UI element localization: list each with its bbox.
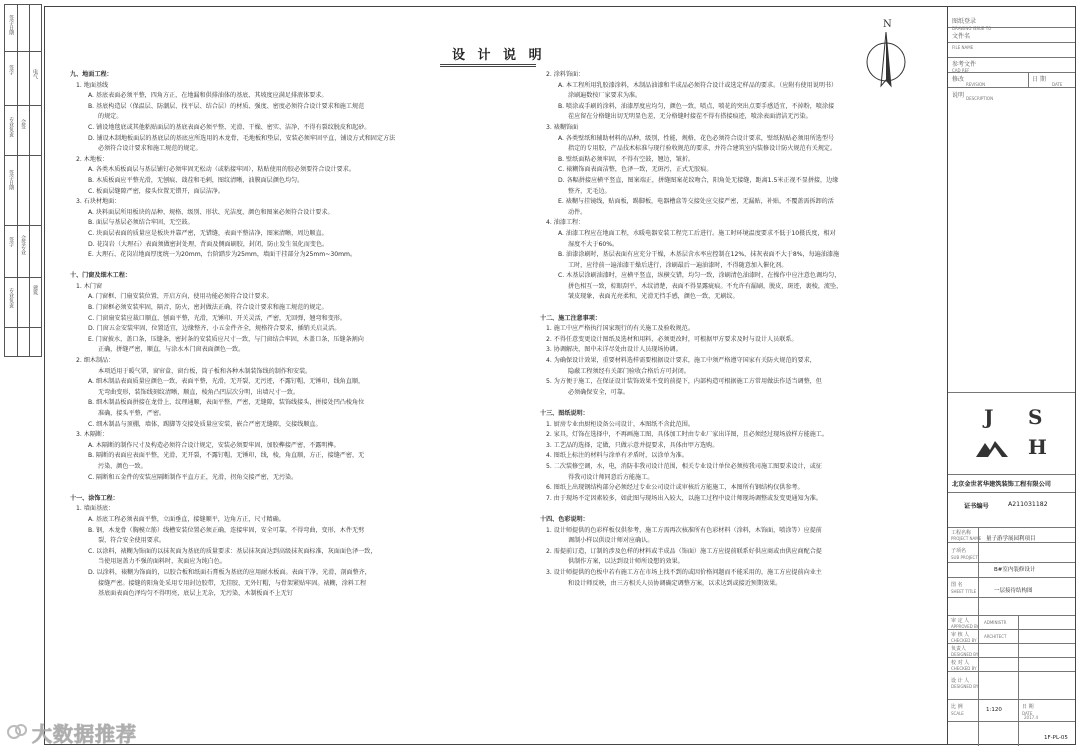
- section-heading: 十二、施工注意事项：: [540, 314, 601, 322]
- note-line: 正确，拼缝严密，顺直，与涂水木门窗表面颜色一致。: [98, 346, 245, 354]
- date2-sub: DATE: [1022, 711, 1033, 716]
- title-block: [948, 6, 1076, 745]
- note-line: 4. 为确保设计效果，重要材料选样需要根据设计要求，施工中须严格遵守国家有关防火规范的要求，: [546, 357, 816, 365]
- subproject-sub: SUB PROJECT: [951, 555, 978, 560]
- title-underline: [440, 64, 536, 65]
- note-line: 2. 涂料饰面：: [546, 71, 585, 78]
- note-line: 皱皮现象，表面光亮柔和，光滑无挡手感，颜色一致，无刷纹。: [568, 293, 739, 301]
- logo-letter-j: J: [984, 405, 994, 429]
- note-line: 调制小样以供设计师对应确认。: [568, 537, 654, 545]
- note-line: [70, 483, 500, 494]
- tb-description-sub: DESCRIPTION: [966, 96, 994, 101]
- note-line: 涂刷遍数按厂家要求为准。: [568, 92, 642, 100]
- notes-left-column: [70, 70, 500, 600]
- sign-label: 负责人: [951, 646, 967, 652]
- sign-sub: DESIGNED BY: [951, 684, 979, 689]
- note-line: [70, 261, 500, 272]
- watermark-logo-icon: [6, 720, 28, 742]
- sign-sub: APPROVED BY: [951, 624, 980, 629]
- note-line: D. 各幅拼接应横平竖直，图案端正，拼缝图案花纹吻合，阳角处无接缝，距离1.5米正视不显拼接，边缘: [558, 176, 839, 184]
- note-line: A. 本工程所用乳胶漆涂料，木制品油漆和半成品必须符合设计或选定样品的要求。（应附有使用说明书）: [558, 81, 838, 89]
- note-line: 和设计师反映，由三方相关人员协调确定调整方案，以求达到或接近预期效果。: [568, 579, 782, 587]
- note-line: A. 门窗框、门扇安装位置，开启方向，使用功能必须符合设计要求。: [88, 293, 273, 301]
- cert-label: 证书编号: [964, 503, 989, 510]
- tb-drawing-issue-label: 图纸登录: [952, 18, 977, 25]
- note-line: B. 基底构造层（保温层、防潮层、找平层、结合层）的材质、强度、密度必须符合设计要求和施工规范: [88, 102, 365, 110]
- note-line: 6. 图纸上出现钢结构部分必须经过专业公司设计或审核后方能施工，本图所有钢结构仅供参考。: [546, 484, 804, 492]
- note-line: 3. 工艺品的选择，定做，只做示意并提要求，具体由甲方选购。: [546, 441, 719, 449]
- note-line: [540, 398, 920, 409]
- note-line: 5. 为方便于施工，在保证设计装饰效果不变的前提下，内部构造可根据施工方常用做法作适当调整，但: [546, 378, 822, 386]
- note-line: 茬应留在分格缝出切无明显色差，无分格缝时接茬不得有搭接痕迹，喷涂表面清洁无污染。: [568, 113, 812, 121]
- note-line: E. 裱糊与挂镜线，贴面板，踢脚板，电器槽盒等交接处应交接严密，无漏贴，补贴，不覆盖需拆卸的活: [558, 198, 834, 206]
- sign-label: 审 核 人: [951, 632, 970, 638]
- note-line: C. 门窗扇安装应裁口顺直，刨面平整，光滑，无锤印、开关灵活，严密，无回弹，翘弯和变形。: [88, 314, 346, 322]
- note-line: 指定的专用胶，产品技术标准与现行验收规范的要求，并符合建筑室内装修设计防火规范有关规定。: [568, 145, 837, 153]
- note-line: C. 铺设地毯底或其他粘贴面层的基底表面必须平整、光滑、干燥、密实、洁净，不得有裂纹脱皮和起砂。: [88, 123, 371, 131]
- note-line: 1. 木门窗: [76, 282, 103, 290]
- strip-label: 电气: [32, 69, 38, 79]
- note-line: 3. 木隔断：: [76, 431, 109, 439]
- section-heading: 十四、色彩说明：: [540, 515, 589, 523]
- note-line: B. 门窗框必须安装牢固，隔音，防火，密封做法正确，符合设计要求和施工规范的规定。: [88, 304, 328, 312]
- tb-date-sub: DATE: [1052, 82, 1063, 87]
- note-line: B. 喷涂或手刷的涂料，油漆厚度应均匀，颜色一致，喷点，喷花的突出点要手感适宜，不掉粉，喷涂接: [558, 102, 835, 110]
- note-line: E. 大理石、花岗岩地面厚度统一为20mm，台阶踏步为25mm，墙面干挂部分为25mm~30mm。: [88, 251, 357, 259]
- note-line: D. 花岗岩（大理石）表面须做密封处理，背面及侧面刷胶，封闭，防止发生氧化而变色。: [88, 240, 329, 248]
- subproject-name: B#室内装修设计: [994, 567, 1036, 573]
- note-line: B. 油漆涂刷时，基层表面有应充分干燥，木基层含水率应控制在12%，抹灰表面不大于8%，每遍油漆施: [558, 251, 840, 259]
- note-line: A. 各类壁纸和辅助材料的品种，级别，性能，规格，花色必须符合设计要求，壁纸粘贴必须用所选型号: [558, 134, 835, 142]
- tb-file-name-label: 文件名: [952, 33, 971, 40]
- note-line: 1. 厨房专业由厨柜设备公司设计，本图纸不含此范围。: [546, 420, 694, 428]
- note-line: 2. 需提前订造，订制的涉及色样的材料或半成品（饰面）施工方应提前联系好供应商或由供应商配合提: [546, 547, 822, 555]
- note-line: A. 基底表面必须平整，四角方正，在地漏和供排油体的基底、其坡度应满足排液体要求。: [88, 92, 328, 100]
- note-line: C. 块面层表面的质量应是板块并靠严密，无错缝，表面平整洁净，图案清晰，周边顺直。: [88, 229, 328, 237]
- section-heading: 十一、涂饰工程：: [70, 494, 119, 502]
- sign-sub: DESIGNED BY: [951, 652, 979, 657]
- strip-label: 签字日期: [8, 170, 14, 190]
- strip-label: 专业负责: [8, 117, 14, 137]
- left-signature-strip: [4, 4, 42, 357]
- note-line: A. 基底工程必须表面平整，立面垂直，接缝顺平，边角方正，尺寸精确。: [88, 515, 285, 523]
- document-title: 设 计 说 明: [452, 48, 546, 63]
- note-line: 5. 二次装修空调，水，电，消防非我司设计范围，相关专业设计单位必须按我司施工图要求设计，或征: [546, 462, 822, 470]
- tb-date-label: 日 期: [1032, 76, 1046, 83]
- note-line: 必须符合设计要求和施工规范的规定。: [98, 145, 202, 153]
- tb-cad-ref-sub: CAD REF: [952, 68, 970, 73]
- date2-label: 日 期: [1022, 704, 1034, 710]
- project-sub: PROJECT NAME: [951, 536, 982, 541]
- subproject-label: 子项名: [951, 548, 967, 554]
- tb-drawing-issue-sub: DRAWING ISSUE TO: [952, 26, 992, 31]
- note-line: 2. 不得任意变更设计图纸及选材和用料，必须更改时，可根据甲方要求及时与设计人员联系。: [546, 335, 798, 343]
- note-line: 隐蔽工程须经有关部门验收合格后方可封闭。: [568, 367, 690, 375]
- note-line: 3. 协调解决，图中未详尽处由设计人员现场协调。: [546, 346, 682, 354]
- notes-right-column: [540, 70, 920, 589]
- section-heading: 十、门窗及细木工程：: [70, 272, 131, 280]
- strip-label: 签字日期: [8, 15, 14, 35]
- note-line: A. 各类木质板面层与基层铺钉必须牢固无松动（或粘接牢固），粘贴使用的胶必须要符合设计要求。: [88, 166, 355, 174]
- note-line: 拼色相互一致，棕眼刮平，木纹清楚，表面不得显露疵痕。不允许有漏刷，脱皮，斑迹，裹棱，流坠，: [568, 282, 843, 290]
- note-line: 2. 家具，灯饰在选择中，不再画施工图，具体加工时由专业厂家出详图，且必须经过现场放样方能施工。: [546, 431, 828, 439]
- project-name: 量子游学展园利项目: [986, 536, 1036, 542]
- watermark-text: 大数据推荐: [32, 722, 137, 746]
- note-line: 本项适用于暖气罩，窗帘盒，窗台板，筒子板和各种木制装饰线的制作和安装。: [98, 367, 312, 375]
- note-line: 1. 地面基线: [76, 81, 109, 89]
- note-line: A. 木隔断的制作尺寸及构造必须符合设计规定，安装必须要牢固，加胶榫接严密，不露明榫。: [88, 441, 340, 449]
- note-line: B. 壁纸面粘必须牢固，不得有空鼓，翘边，皱折。: [558, 155, 695, 163]
- note-line: 基底面表面色泽均匀不得明亮，底层上无杂，无污染，木制板面不上无钉: [98, 590, 293, 598]
- company-name: 北京金世茗华建筑装饰工程有限公司: [952, 481, 1051, 488]
- note-line: 3. 设计师提供的色板中若有施工方在市场上找不到的或因价格问题而不能采用的，施工方应提前向业主: [546, 568, 822, 576]
- note-line: B. 钢，木龙骨（胸模立筋）线槽安装位置必须正确，连接牢固，安全可靠，不得弯曲，变形，木件无劈: [88, 526, 365, 534]
- note-line: [540, 303, 920, 314]
- strip-label: 建筑: [32, 285, 38, 295]
- scale-sub: SCALE: [951, 711, 964, 716]
- strip-label: 会签专业: [20, 235, 26, 255]
- note-line: 1. 墙面基底：: [76, 505, 115, 513]
- note-line: A. 细木制品表面质量应颜色一致，表面平整，光滑，无开裂，无污迹，不露钉帽，无锤印，线角直顺，: [88, 378, 365, 386]
- north-label: N: [883, 19, 892, 30]
- note-line: B. 细木制品板面拼接在龙骨上，纹理通顺，表面平整，严密，无缝隙，装饰线接头，拼接处凹凸棱角位: [88, 399, 365, 407]
- strip-label: 专业负责: [8, 288, 14, 308]
- note-line: C. 以涂料，裱糊为饰面的以抹灰面为基底的质量要求：基层抹灰面达到高级抹灰面标准，灰面面色泽一致，: [88, 547, 377, 555]
- note-line: 动件。: [568, 208, 587, 216]
- note-line: D. 以涂料，裱糊为饰面的，以胶合板和纸面石膏板为基底的应用耐水板面。表面干净，光滑，剖面整齐，: [88, 568, 371, 576]
- note-line: D. 铺设木制地板面层的基底层的基底应所选用的木龙骨，毛地板和垫层，安装必须牢固平直，铺设方式和固定方法: [88, 134, 396, 142]
- sheet-title-name: 一层接待结构图: [994, 588, 1033, 594]
- note-line: 准确，接头平整，严密。: [98, 410, 166, 417]
- note-line: 整齐，无毛边。: [568, 187, 611, 195]
- tb-revision-sub: REVISION: [966, 82, 986, 87]
- tb-file-name-sub: FILE NAME: [952, 45, 974, 50]
- note-line: 污染，颜色一致。: [98, 462, 147, 470]
- note-line: C. 裱糊饰面表面洁整，色泽一致，无斑污，正式无胶痕。: [558, 166, 713, 174]
- title-underline: [440, 66, 536, 67]
- note-line: C. 板面层缝隙严密，接头位置无错开，面层洁净。: [88, 187, 225, 195]
- note-line: B. 隔断的表面应表面平整，光滑，无开裂，不露钉帽，无锤印，线，棱，角直顺，方正，接缝严密，无: [88, 452, 365, 460]
- sheet-title-sub: SHEET TITLE: [951, 589, 977, 594]
- note-line: 2. 细木制品：: [76, 357, 115, 365]
- strip-label: 会签: [20, 119, 26, 129]
- date-value: 2017.4: [1024, 715, 1038, 720]
- section-heading: 九、地面工程：: [70, 71, 113, 78]
- strip-label: 签字: [8, 237, 14, 247]
- tb-description-label: 说明: [952, 92, 965, 99]
- note-line: A. 油漆工程应在地面工程，水暖电器安装工程完工后进行。施工时环境温度要求不低于10摄氏度，相对: [558, 229, 836, 237]
- sign-value: ADMINISTR: [984, 620, 1007, 625]
- tb-revision-label: 修改: [952, 76, 965, 83]
- note-line: 2. 木地板：: [76, 155, 109, 163]
- drawing-number: 1F-PL-05: [1044, 735, 1068, 741]
- logo-mountain-icon: [976, 439, 1008, 457]
- note-line: 4. 油漆工程：: [546, 219, 585, 227]
- note-line: B. 木质板面应平整光滑，无刨痕、戗茬和毛刺，图纹清晰，油膜面层颜色均匀。: [88, 176, 304, 184]
- strip-label: 签字: [8, 65, 14, 75]
- note-line: 当使用退盖力不强的面料时，灰面应为纯白色。: [98, 558, 226, 566]
- project-label: 工程名称: [951, 530, 972, 536]
- note-line: 工时，应待前一遍油漆干燥后进行，涂刷最后一遍油漆时，不得随意加入催化剂。: [568, 261, 788, 269]
- section-heading: 十三、图纸说明：: [540, 410, 589, 417]
- scale-label: 比 例: [951, 704, 963, 710]
- scale-value: 1:120: [986, 707, 1002, 713]
- logo-letter-s: S: [1028, 405, 1043, 429]
- sign-sub: CHECKED BY: [951, 666, 977, 671]
- note-line: 4. 图纸上标注的材料与涂单有矛盾时，以涂单为准。: [546, 452, 688, 460]
- sign-value: ARCHITECT: [984, 634, 1007, 639]
- note-line: 无弯曲变形，装饰线刻纹清晰，顺直，棱角凸凹层次分明，出墙尺寸一致。: [98, 388, 300, 396]
- sign-sub: CHECKED BY: [951, 638, 977, 643]
- note-line: 的规定。: [98, 113, 123, 121]
- note-line: 3. 裱糊饰面: [546, 123, 579, 131]
- note-line: 供制作方案，以达到设计师所设想的效果。: [568, 558, 684, 566]
- note-line: C. 细木制品与顶棚，墙体，踢脚等交接处质量应安装，嵌合严密无缝隙，交接线顺直。: [88, 420, 322, 428]
- note-line: C. 木基层涂刷油漆时，应横平竖直，纵横交错，均匀一致，涂刷清色油漆时，在操作中应注意色调均匀，: [558, 272, 841, 280]
- note-line: 7. 由于现场不定因素较多，如此图与现场出入较大，以施工过程中设计师现场调整或发变更通知为准。: [546, 494, 822, 502]
- note-line: 1. 设计师提供的色彩样板仅供参考，施工方需再次核准所有色彩材料（涂料，木饰面，喷涂等）应提前: [546, 526, 822, 534]
- note-line: 必须确保安全，可靠。: [568, 388, 629, 396]
- sign-label: 校 对 人: [951, 660, 970, 666]
- note-line: 得我司设计师同意后方能施工。: [568, 473, 654, 481]
- note-line: C. 隔断和五金件的安装应隔断制作平直方正，光滑，拐角交接严密，无污染。: [88, 473, 298, 481]
- note-line: [540, 504, 920, 515]
- note-line: 3. 石块材地面：: [76, 198, 121, 206]
- sheet-title-label: 图 名: [951, 582, 963, 588]
- note-line: 1. 施工中应严格执行国家现行的有关施工及验收规范。: [546, 325, 694, 333]
- sign-label: 设 计 人: [951, 678, 970, 684]
- sign-label: 审 定 人: [951, 618, 970, 624]
- note-line: B. 面层与基层必须结合牢固，无空鼓。: [88, 219, 194, 227]
- tb-cad-ref-label: 参考文件: [952, 61, 977, 68]
- note-line: 接缝严密。接缝的阳角处采用专用封边胶带，无挂胶，无外钉帽，与骨架紧贴牢固。裱糊，涂料工程: [98, 579, 367, 587]
- note-line: D. 门窗五金安装牢固，位置适宜，边缘整齐，小五金件齐全，规格符合要求，插销关启灵活。: [88, 325, 341, 333]
- note-line: 裂，符合安全使用要求。: [98, 537, 166, 545]
- cert-number: A211031182: [1008, 501, 1048, 508]
- logo-letter-h: H: [1028, 435, 1047, 459]
- note-line: E. 门窗披水，盖口条，压缝条，密封条的安装质应尺寸一致，与门窗结合牢固，木盖口条，压缝条割向: [88, 335, 364, 343]
- note-line: A. 块料面层所用板块的品种、规格、级别、形状、光洁度，颜色和图案必须符合设计要求。: [88, 208, 334, 216]
- note-line: 湿度不大于60%。: [568, 240, 619, 248]
